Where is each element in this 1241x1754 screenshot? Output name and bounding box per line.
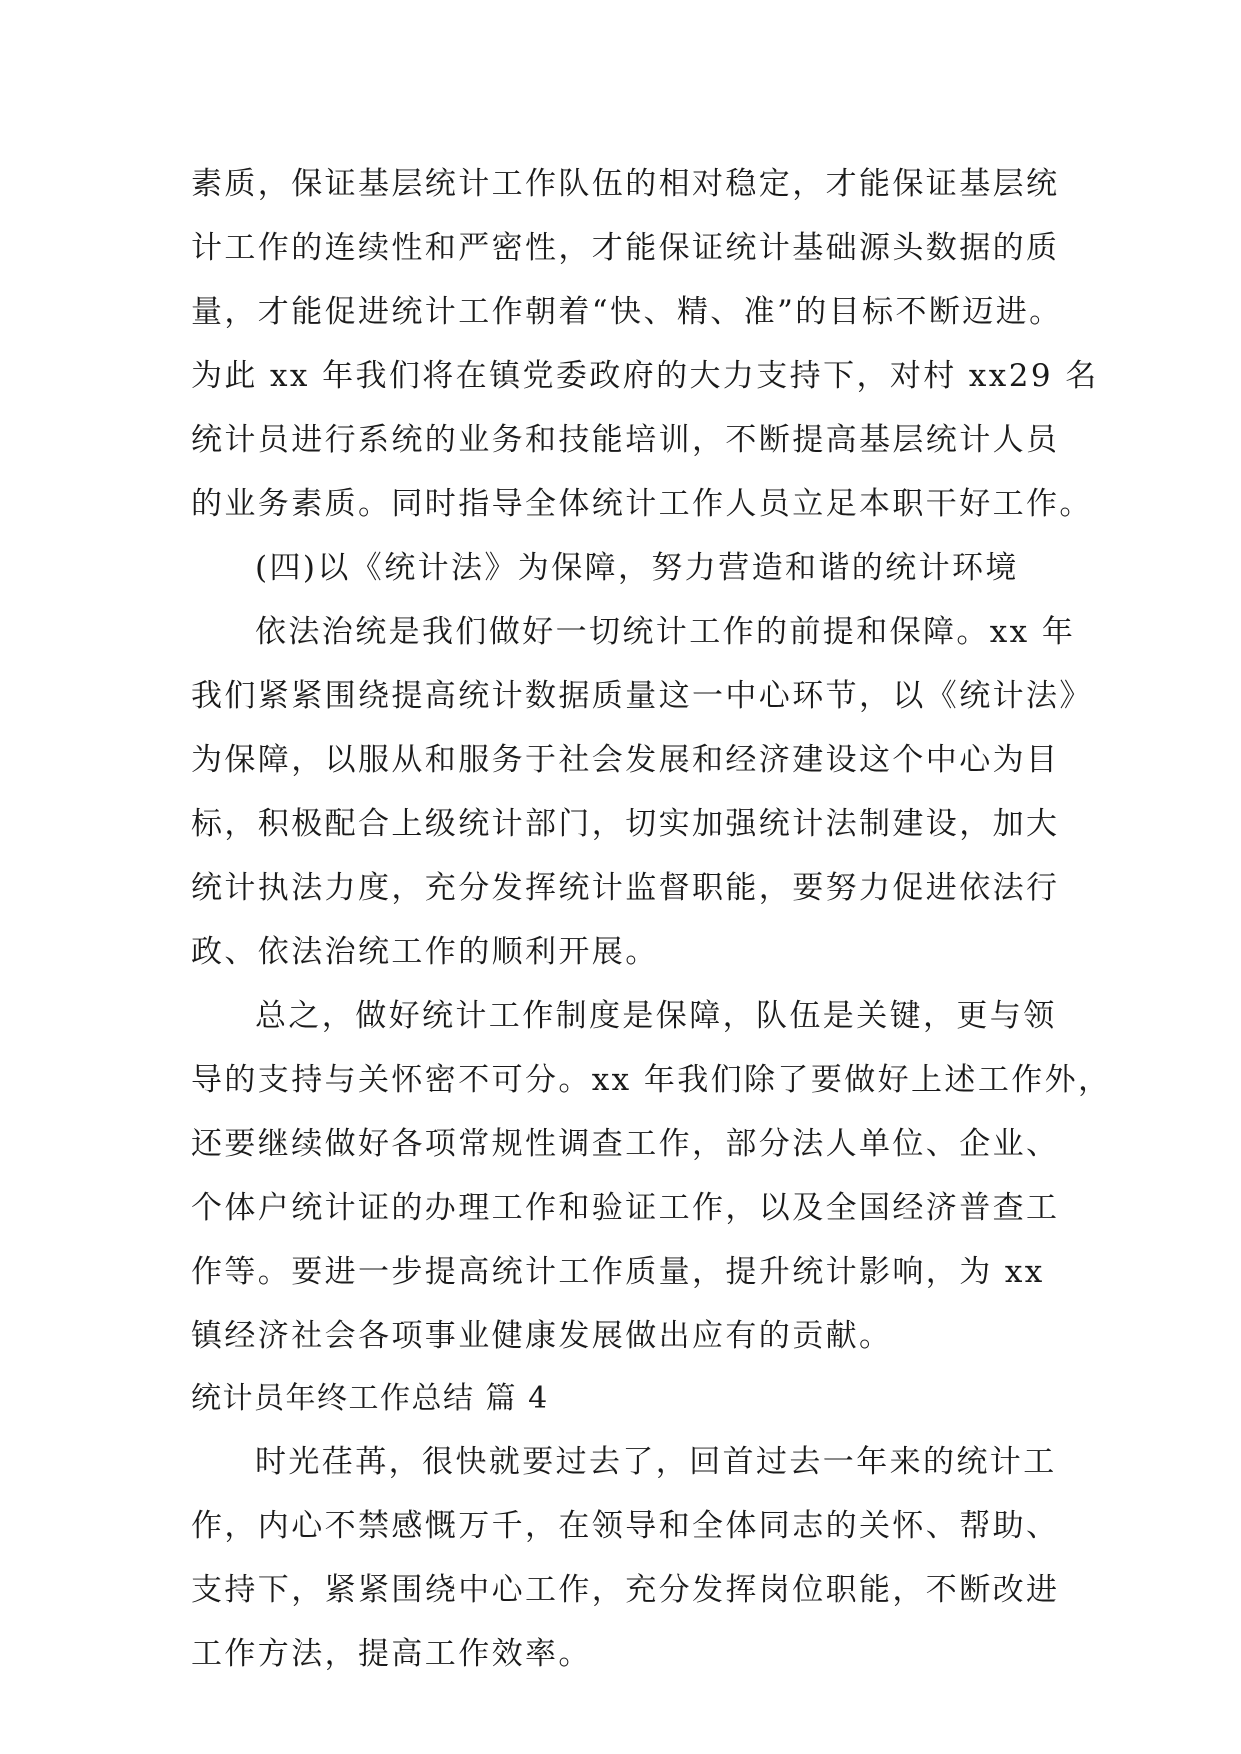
paragraph-line: 量，才能促进统计工作朝着“快、精、准”的目标不断迈进。 [191,294,1063,330]
paragraph-line: 还要继续做好各项常规性调查工作，部分法人单位、企业、 [191,1126,1060,1162]
paragraph-line: 镇经济社会各项事业健康发展做出应有的贡献。 [191,1318,893,1354]
paragraph-line: 统计员进行系统的业务和技能培训，不断提高基层统计人员 [191,422,1060,458]
paragraph-line: 的业务素质。同时指导全体统计工作人员立足本职干好工作。 [191,486,1093,522]
paragraph-line: 导的支持与关怀密不可分。xx 年我们除了要做好上述工作外， [191,1062,1112,1098]
paragraph-line: 依法治统是我们做好一切统计工作的前提和保障。xx 年 [255,614,1076,650]
paragraph-line: 为此 xx 年我们将在镇党委政府的大力支持下，对村 xx29 名 [191,358,1099,394]
paragraph-line: 个体户统计证的办理工作和验证工作，以及全国经济普查工 [191,1190,1060,1226]
paragraph-line: 为保障，以服从和服务于社会发展和经济建设这个中心为目 [191,742,1060,778]
paragraph-line: 计工作的连续性和严密性，才能保证统计基础源头数据的质 [191,230,1060,266]
paragraph-line: 作，内心不禁感慨万千，在领导和全体同志的关怀、帮助、 [191,1508,1060,1544]
paragraph-line: 工作方法，提高工作效率。 [191,1636,592,1672]
paragraph-line: 时光荏苒，很快就要过去了，回首过去一年来的统计工 [255,1444,1057,1480]
article-title: 统计员年终工作总结 篇 4 [191,1381,549,1416]
paragraph-line: 作等。要进一步提高统计工作质量，提升统计影响，为 xx [191,1254,1045,1290]
paragraph-line: 总之，做好统计工作制度是保障，队伍是关键，更与领 [255,998,1057,1034]
paragraph-line: 支持下，紧紧围绕中心工作，充分发挥岗位职能，不断改进 [191,1572,1060,1608]
paragraph-line: 统计执法力度，充分发挥统计监督职能，要努力促进依法行 [191,870,1060,906]
paragraph-line: 素质，保证基层统计工作队伍的相对稳定，才能保证基层统 [191,166,1060,202]
paragraph-line: 政、依法治统工作的顺利开展。 [191,934,659,970]
paragraph-line: 标，积极配合上级统计部门，切实加强统计法制建设，加大 [191,806,1060,842]
paragraph-line: 我们紧紧围绕提高统计数据质量这一中心环节，以《统计法》 [191,678,1093,714]
section-heading: (四)以《统计法》为保障，努力营造和谐的统计环境 [255,550,1019,586]
document-page [191,152,1112,1686]
